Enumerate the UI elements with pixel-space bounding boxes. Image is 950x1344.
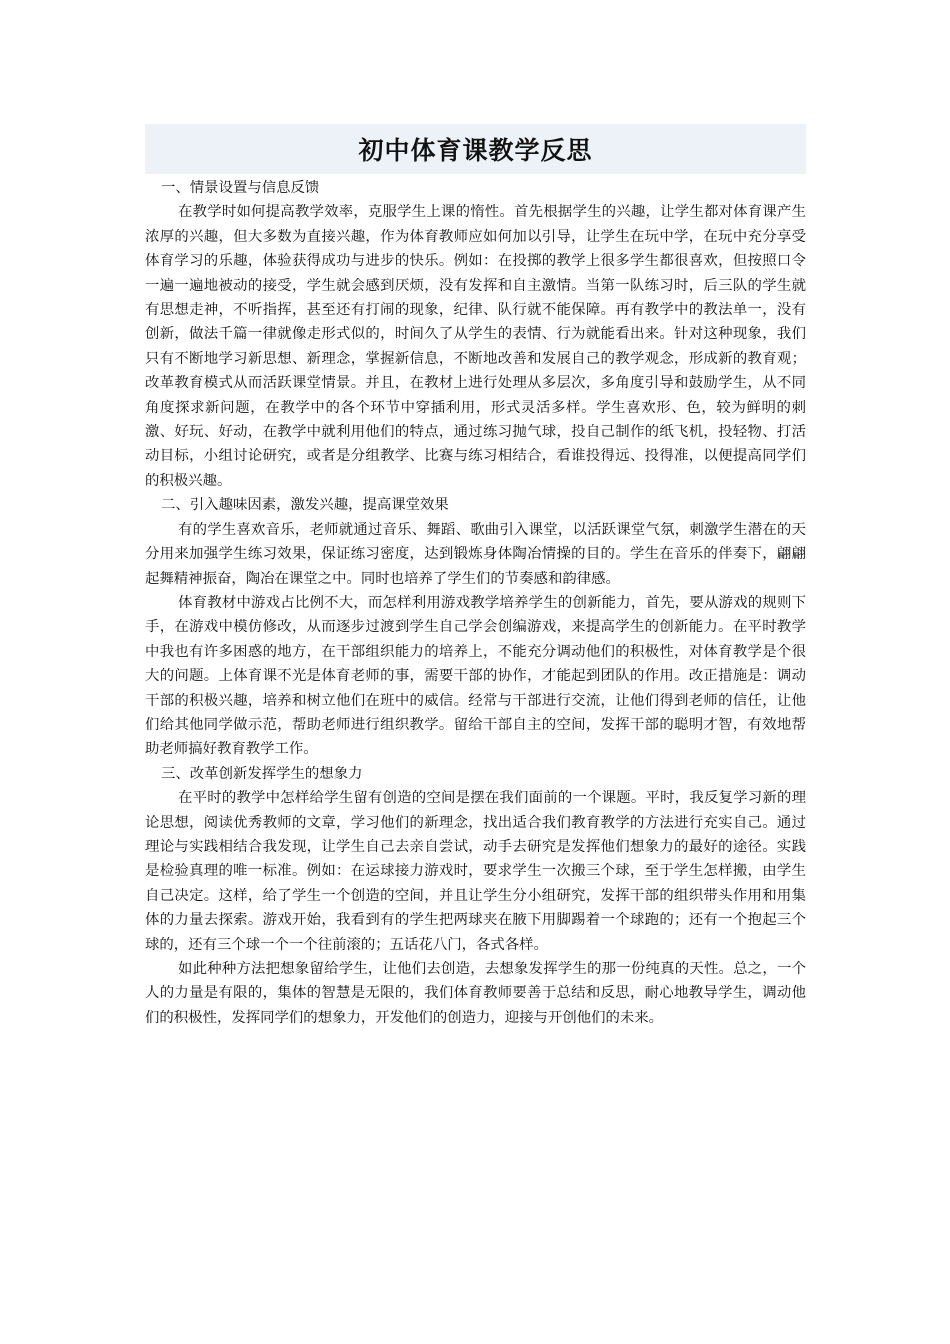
title-banner xyxy=(145,124,806,174)
section-heading-2: 二、引入趣味因素，激发兴趣，提高课堂效果 xyxy=(161,497,449,514)
section-2-paragraph-1: 有的学生喜欢音乐，老师就通过音乐、舞蹈、歌曲引入课堂，以活跃课堂气氛，刺激学生潜在的天分用来加强学生练习效果，保证练习密度，达到锻炼身体陶冶情操的目的。学生在音乐的伴奏下，翩翩起舞精神振奋，陶冶在课堂之中。同时也培养了学生们的节奏感和韵律感。 xyxy=(145,521,806,587)
section-heading-3: 三、改革创新发挥学生的想象力 xyxy=(161,765,363,782)
section-3-paragraph-1: 在平时的教学中怎样给学生留有创造的空间是摆在我们面前的一个课题。平时，我反复学习新的理论思想，阅读优秀教师的文章，学习他们的新理念，找出适合我们教育教学的方法进行充实自己。通过理论与实践相结合我发现，让学生自己去亲自尝试，动手去研究是发挥他们想象力的最好的途径。实践是检验真理的唯一标准。例如：在运球接力游戏时，要求学生一次搬三个球，至于学生怎样搬，由学生自己决定。这样，给了学生一个创造的空间，并且让学生分小组研究，发挥干部的组织带头作用和用集体的力量去探索。游戏开始，我看到有的学生把两球夹在腋下用脚踢着一个球跑的；还有一个抱起三个球的，还有三个球一个一个往前滚的；五话花八门，各式各样。 xyxy=(145,790,806,953)
section-2-paragraph-2: 体育教材中游戏占比例不大，而怎样利用游戏教学培养学生的创新能力，首先，要从游戏的规则下手，在游戏中模仿修改，从而逐步过渡到学生自己学会创编游戏，来提高学生的创新能力。在平时教学中我也有许多困惑的地方，在干部组织能力的培养上，不能充分调动他们的积极性，对体育教学是个很大的问题。上体育课不光是体育老师的事，需要干部的协作，才能起到团队的作用。改正措施是：调动干部的积极兴趣，培养和树立他们在班中的威信。经常与干部进行交流，让他们得到老师的信任，让他们给其他同学做示范，帮助老师进行组织教学。留给干部自主的空间，发挥干部的聪明才智，有效地帮助老师搞好教育教学工作。 xyxy=(145,594,806,758)
document-page xyxy=(145,124,806,1030)
section-3-paragraph-2: 如此种种方法把想象留给学生，让他们去创造，去想象发挥学生的那一份纯真的天性。总之，一个人的力量是有限的，集体的智慧是无限的，我们体育教师要善于总结和反思，耐心地教导学生，调动他们的积极性，发挥同学们的想象力，开发他们的创造力，迎接与开创他们的未来。 xyxy=(145,961,806,1026)
section-heading-1: 一、情景设置与信息反馈 xyxy=(161,180,320,196)
document-body xyxy=(145,176,806,1030)
section-1-paragraph-1: 在教学时如何提高教学效率，克服学生上课的惰性。首先根据学生的兴趣，让学生都对体育课产生浓厚的兴趣，但大多数为直接兴趣，作为体育教师应如何加以引导，让学生在玩中学，在玩中充分享受体育学习的乐趣，体验获得成功与进步的快乐。例如：在投掷的教学上很多学生都很喜欢，但按照口令一遍一遍地被动的接受，学生就会感到厌烦，没有发挥和自主激情。当第一队练习时，后三队的学生就有思想走神，不听指挥，甚至还有打闹的现象，纪律、队行就不能保障。再有教学中的教法单一，没有创新，做法千篇一律就像走形式似的，时间久了从学生的表情、行为就能看出来。针对这种现象，我们只有不断地学习新思想、新理念，掌握新信息，不断地改善和发展自己的教学观念，形成新的教育观；改革教育模式从而活跃课堂情景。并且，在教材上进行处理从多层次，多角度引导和鼓励学生，从不同角度探求新问题，在教学中的各个环节中穿插利用，形式灵活多样。学生喜欢形、色，较为鲜明的刺激、好玩、好动，在教学中就利用他们的特点，通过练习抛气球，投自己制作的纸飞机，投轻物、打活动目标，小组讨论研究，或者是分组教学、比赛与练习相结合，看谁投得远、投得准，以便提高同学们的积极兴趣。 xyxy=(145,204,806,489)
document-title: 初中体育课教学反思 xyxy=(358,136,593,165)
